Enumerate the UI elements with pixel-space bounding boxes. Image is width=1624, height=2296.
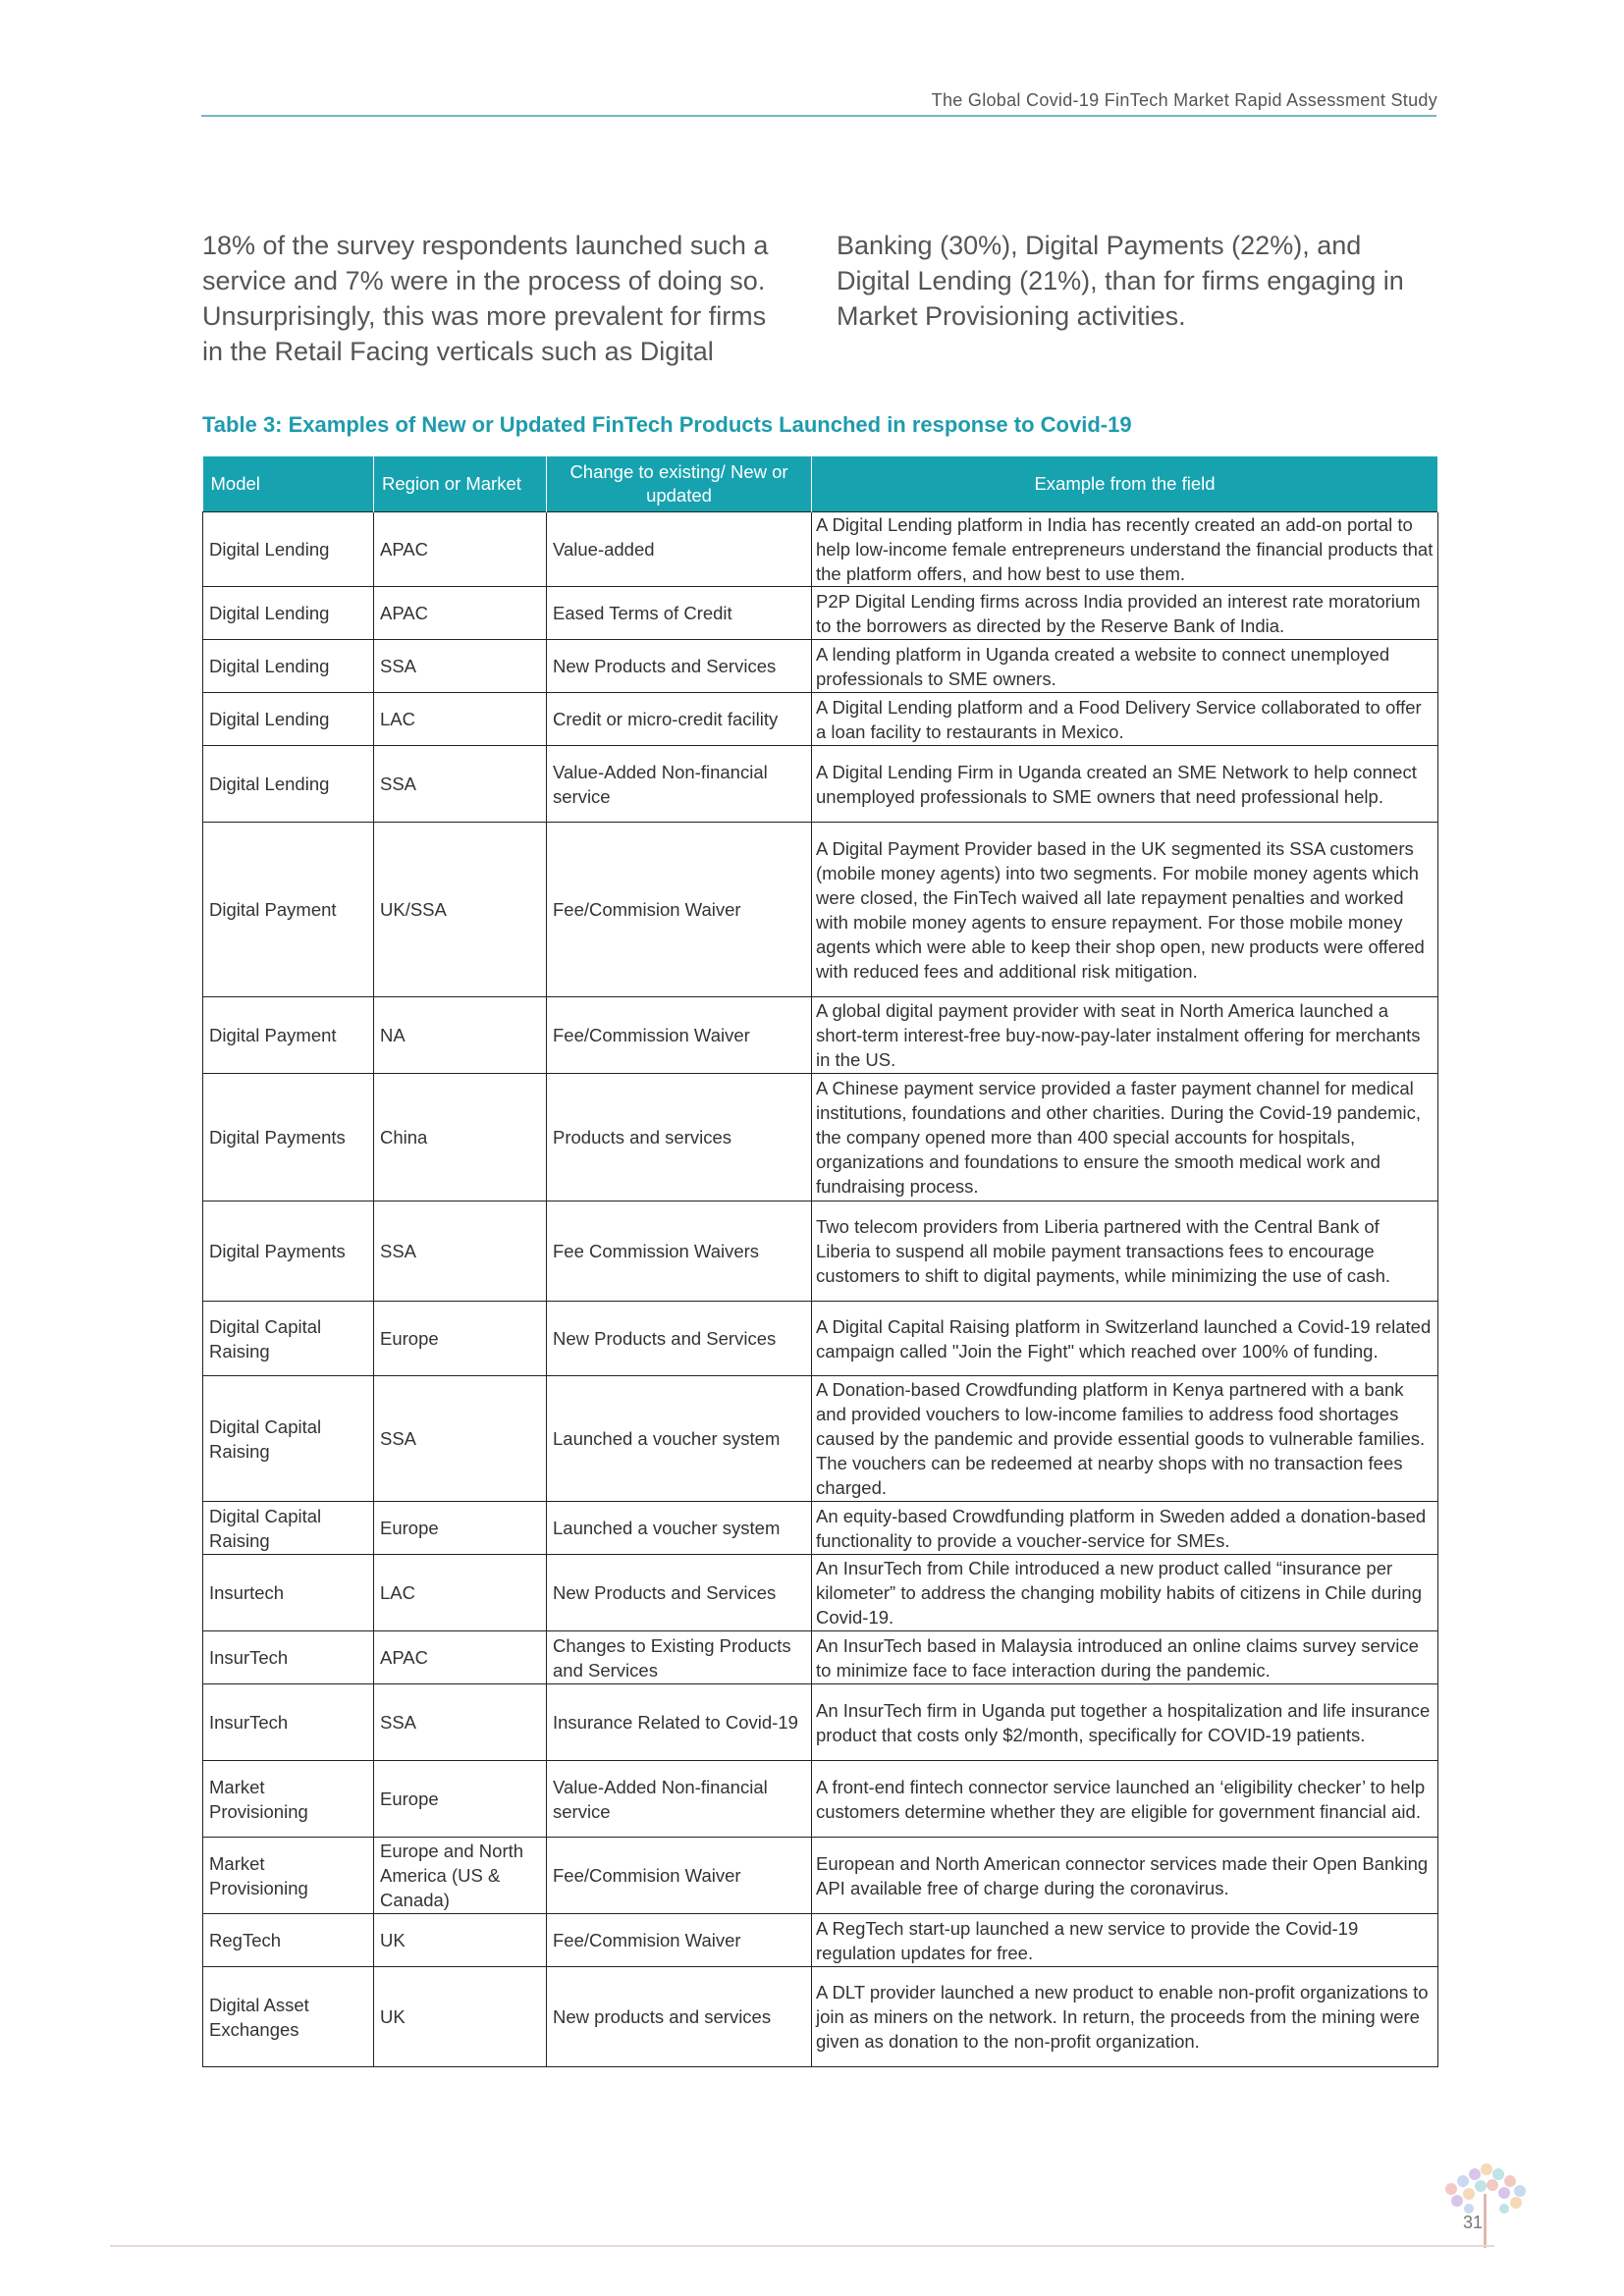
table-row	[203, 1631, 1438, 1684]
cell-region: APAC	[374, 1631, 547, 1684]
cell-model: Digital Lending	[203, 587, 374, 640]
cell-model: Digital Capital Raising	[203, 1376, 374, 1502]
cell-change: Value-Added Non-financial service	[547, 1761, 812, 1838]
cell-example: A Digital Lending platform in India has recently created an add-on portal to help low-income female entrepreneurs understand the financial products that the platform offers, and how best to use them.	[812, 512, 1438, 587]
tree-logo-icon	[1432, 2140, 1540, 2248]
cell-model: Digital Lending	[203, 512, 374, 587]
table-row	[203, 1376, 1438, 1502]
intro-paragraph-right: Banking (30%), Digital Payments (22%), and Digital Lending (21%), than for firms engaging in Market Provisioning activities.	[837, 231, 1404, 331]
cell-change: Fee/Commision Waiver	[547, 1838, 812, 1914]
cell-model: Digital Lending	[203, 746, 374, 823]
cell-region: UK/SSA	[374, 823, 547, 997]
table-row	[203, 1074, 1438, 1201]
table-row	[203, 1502, 1438, 1555]
cell-example: A Chinese payment service provided a faster payment channel for medical institutions, foundations and other charities. During the Covid-19 pandemic, the company opened more than 400 special accounts for hospitals, organizations and foundations to ensure the smooth medical work and fundraising process.	[812, 1074, 1438, 1201]
cell-example: Two telecom providers from Liberia partnered with the Central Bank of Liberia to suspend all mobile payment transactions fees to encourage customers to shift to digital payments, while minimizing the use of cash.	[812, 1201, 1438, 1302]
cell-example: European and North American connector services made their Open Banking API available free of charge during the coronavirus.	[812, 1838, 1438, 1914]
cell-region: SSA	[374, 1376, 547, 1502]
examples-table	[202, 456, 1438, 2067]
cell-model: Digital Payments	[203, 1074, 374, 1201]
table-row	[203, 1201, 1438, 1302]
table-row	[203, 1684, 1438, 1761]
cell-region: Europe	[374, 1502, 547, 1555]
table-row	[203, 1555, 1438, 1631]
cell-model: Digital Lending	[203, 693, 374, 746]
intro-paragraph-left: 18% of the survey respondents launched such a service and 7% were in the process of doing so. Unsurprisingly, this was more prevalent for firms in the Retail Facing verticals such as Digital	[202, 231, 769, 366]
cell-example: An InsurTech firm in Uganda put together a hospitalization and life insurance product that costs only $2/month, specifically for COVID-19 patients.	[812, 1684, 1438, 1761]
cell-change: Fee/Commission Waiver	[547, 997, 812, 1074]
cell-region: SSA	[374, 1201, 547, 1302]
table-row	[203, 640, 1438, 693]
cell-region: NA	[374, 997, 547, 1074]
cell-example: A front-end fintech connector service launched an ‘eligibility checker’ to help customers determine whether they are eligible for government financial aid.	[812, 1761, 1438, 1838]
cell-model: Insurtech	[203, 1555, 374, 1631]
cell-region: China	[374, 1074, 547, 1201]
cell-example: A Digital Capital Raising platform in Switzerland launched a Covid-19 related campaign called "Join the Fight" which reached over 100% of funding.	[812, 1302, 1438, 1376]
cell-change: New Products and Services	[547, 640, 812, 693]
footer-rule	[110, 2245, 1494, 2247]
cell-change: Products and services	[547, 1074, 812, 1201]
cell-region: SSA	[374, 1684, 547, 1761]
header-change: Change to existing/ New or updated	[547, 456, 812, 512]
cell-example: A Digital Lending Firm in Uganda created an SME Network to help connect unemployed professionals to SME owners that need professional help.	[812, 746, 1438, 823]
cell-change: Fee/Commision Waiver	[547, 1914, 812, 1967]
cell-region: UK	[374, 1967, 547, 2067]
cell-model: InsurTech	[203, 1684, 374, 1761]
cell-change: Eased Terms of Credit	[547, 587, 812, 640]
header-example: Example from the field	[812, 456, 1438, 512]
cell-model: Digital Asset Exchanges	[203, 1967, 374, 2067]
header-model: Model	[203, 456, 374, 512]
table-row	[203, 1967, 1438, 2067]
cell-example: An InsurTech based in Malaysia introduced an online claims survey service to minimize face to face interaction during the pandemic.	[812, 1631, 1438, 1684]
cell-region: Europe	[374, 1761, 547, 1838]
cell-change: New Products and Services	[547, 1555, 812, 1631]
running-header: The Global Covid-19 FinTech Market Rapid Assessment Study	[931, 90, 1437, 110]
cell-model: InsurTech	[203, 1631, 374, 1684]
header-region: Region or Market	[374, 456, 547, 512]
table-row	[203, 587, 1438, 640]
table-row	[203, 997, 1438, 1074]
cell-example: A global digital payment provider with seat in North America launched a short-term interest-free buy-now-pay-later instalment offering for merchants in the US.	[812, 997, 1438, 1074]
cell-region: LAC	[374, 693, 547, 746]
cell-region: SSA	[374, 640, 547, 693]
cell-region: Europe and North America (US & Canada)	[374, 1838, 547, 1914]
cell-example: An InsurTech from Chile introduced a new product called “insurance per kilometer” to address the changing mobility habits of citizens in Chile during Covid-19.	[812, 1555, 1438, 1631]
cell-region: SSA	[374, 746, 547, 823]
table-row	[203, 1761, 1438, 1838]
cell-change: Fee/Commision Waiver	[547, 823, 812, 997]
cell-change: New products and services	[547, 1967, 812, 2067]
cell-region: APAC	[374, 512, 547, 587]
cell-model: Digital Payments	[203, 1201, 374, 1302]
table-row	[203, 1914, 1438, 1967]
cell-model: Market Provisioning	[203, 1761, 374, 1838]
table-row	[203, 1302, 1438, 1376]
header-rule	[201, 115, 1436, 117]
cell-example: A Digital Payment Provider based in the UK segmented its SSA customers (mobile money agents) into two segments. For mobile money agents which were closed, the FinTech waived all late repayment penalties and worked with mobile money agents to ensure repayment. For those mobile money agents which were able to keep their shop open, new products were offered with reduced fees and additional risk mitigation.	[812, 823, 1438, 997]
cell-change: Changes to Existing Products and Services	[547, 1631, 812, 1684]
cell-model: Digital Payment	[203, 997, 374, 1074]
table-row	[203, 1838, 1438, 1914]
cell-example: A Donation-based Crowdfunding platform in Kenya partnered with a bank and provided vouchers to low-income families to address food shortages caused by the pandemic and provide essential goods to vulnerable families. The vouchers can be redeemed at nearby shops with no transaction fees charged.	[812, 1376, 1438, 1502]
cell-region: Europe	[374, 1302, 547, 1376]
cell-example: P2P Digital Lending firms across India provided an interest rate moratorium to the borrowers as directed by the Reserve Bank of India.	[812, 587, 1438, 640]
cell-change: Launched a voucher system	[547, 1502, 812, 1555]
table-row	[203, 823, 1438, 997]
cell-change: Insurance Related to Covid-19	[547, 1684, 812, 1761]
table-row	[203, 512, 1438, 587]
cell-change: New Products and Services	[547, 1302, 812, 1376]
cell-region: UK	[374, 1914, 547, 1967]
cell-example: A DLT provider launched a new product to enable non-profit organizations to join as miners on the network. In return, the proceeds from the mining were given as donation to the non-profit organization.	[812, 1967, 1438, 2067]
cell-model: Market Provisioning	[203, 1838, 374, 1914]
table-row	[203, 746, 1438, 823]
cell-model: Digital Lending	[203, 640, 374, 693]
cell-model: Digital Capital Raising	[203, 1502, 374, 1555]
table-body	[203, 512, 1438, 2067]
cell-example: An equity-based Crowdfunding platform in Sweden added a donation-based functionality to provide a voucher-service for SMEs.	[812, 1502, 1438, 1555]
cell-example: A Digital Lending platform and a Food Delivery Service collaborated to offer a loan facility to restaurants in Mexico.	[812, 693, 1438, 746]
cell-example: A RegTech start-up launched a new service to provide the Covid-19 regulation updates for free.	[812, 1914, 1438, 1967]
cell-model: RegTech	[203, 1914, 374, 1967]
table-caption: Table 3: Examples of New or Updated FinTech Products Launched in response to Covid-19	[202, 412, 1132, 437]
cell-change: Credit or micro-credit facility	[547, 693, 812, 746]
cell-change: Value-added	[547, 512, 812, 587]
table-row	[203, 693, 1438, 746]
cell-model: Digital Payment	[203, 823, 374, 997]
cell-change: Value-Added Non-financial service	[547, 746, 812, 823]
page-number: 31	[1463, 2213, 1484, 2232]
cell-change: Fee Commission Waivers	[547, 1201, 812, 1302]
table-header-row	[203, 456, 1438, 512]
cell-model: Digital Capital Raising	[203, 1302, 374, 1376]
cell-change: Launched a voucher system	[547, 1376, 812, 1502]
cell-region: LAC	[374, 1555, 547, 1631]
cell-region: APAC	[374, 587, 547, 640]
cell-example: A lending platform in Uganda created a website to connect unemployed professionals to SME owners.	[812, 640, 1438, 693]
